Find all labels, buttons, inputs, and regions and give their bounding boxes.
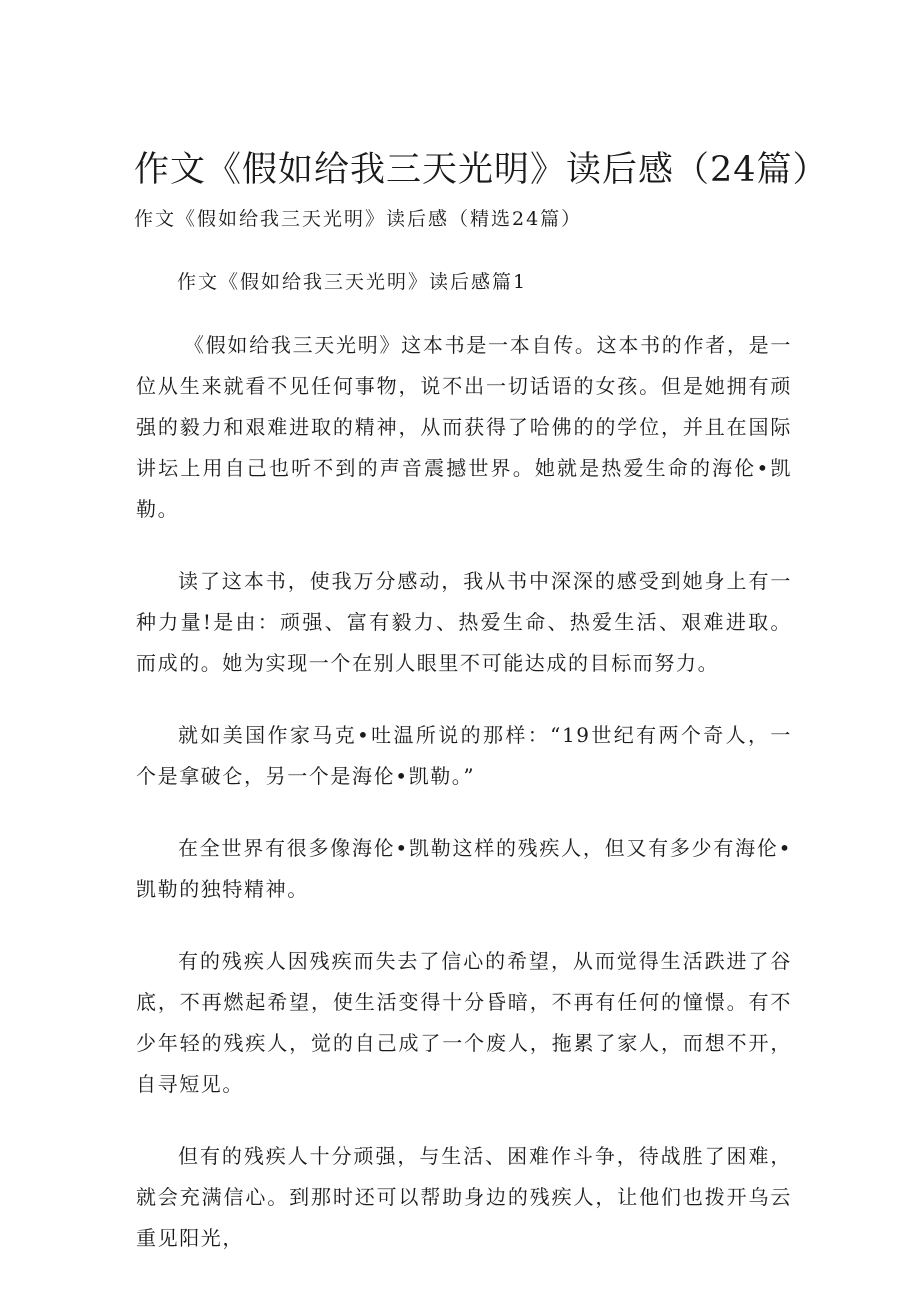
paragraph: 就如美国作家马克•吐温所说的那样：“19世纪有两个奇人，一个是拿破仑，另一个是海伦•凯勒。”: [136, 723, 792, 788]
paragraph: 在全世界有很多像海伦•凯勒这样的残疾人，但又有多少有海伦•凯勒的独特精神。: [136, 836, 792, 901]
paragraph: 有的残疾人因残疾而失去了信心的希望，从而觉得生活跌进了谷底，不再燃起希望，使生活变得十分昏暗，不再有任何的憧憬。有不少年轻的残疾人，觉的自己成了一个废人，拖累了家人，而想不开，自寻短见。: [136, 949, 792, 1096]
document-subtitle: 作文《假如给我三天光明》读后感（精选24篇）: [134, 208, 583, 230]
essay-body: [136, 325, 792, 1290]
paragraph: 《假如给我三天光明》这本书是一本自传。这本书的作者，是一位从生来就看不见任何事物，说不出一切话语的女孩。但是她拥有顽强的毅力和艰难进取的精神，从而获得了哈佛的的学位，并且在国际讲坛上用自己也听不到的声音震撼世界。她就是热爱生命的海伦•凯勒。: [136, 333, 792, 521]
document-title: 作文《假如给我三天光明》读后感（24篇）: [134, 150, 829, 190]
paragraph: 读了这本书，使我万分感动，我从书中深深的感受到她身上有一种力量!是由：顽强、富有毅力、热爱生命、热爱生活、艰难进取。而成的。她为实现一个在别人眼里不可能达成的目标而努力。: [136, 569, 792, 675]
section-heading: 作文《假如给我三天光明》读后感篇1: [177, 271, 528, 293]
paragraph: 但有的残疾人十分顽强，与生活、困难作斗争，待战胜了困难，就会充满信心。到那时还可以帮助身边的残疾人，让他们也拨开乌云重见阳光，: [136, 1144, 792, 1250]
